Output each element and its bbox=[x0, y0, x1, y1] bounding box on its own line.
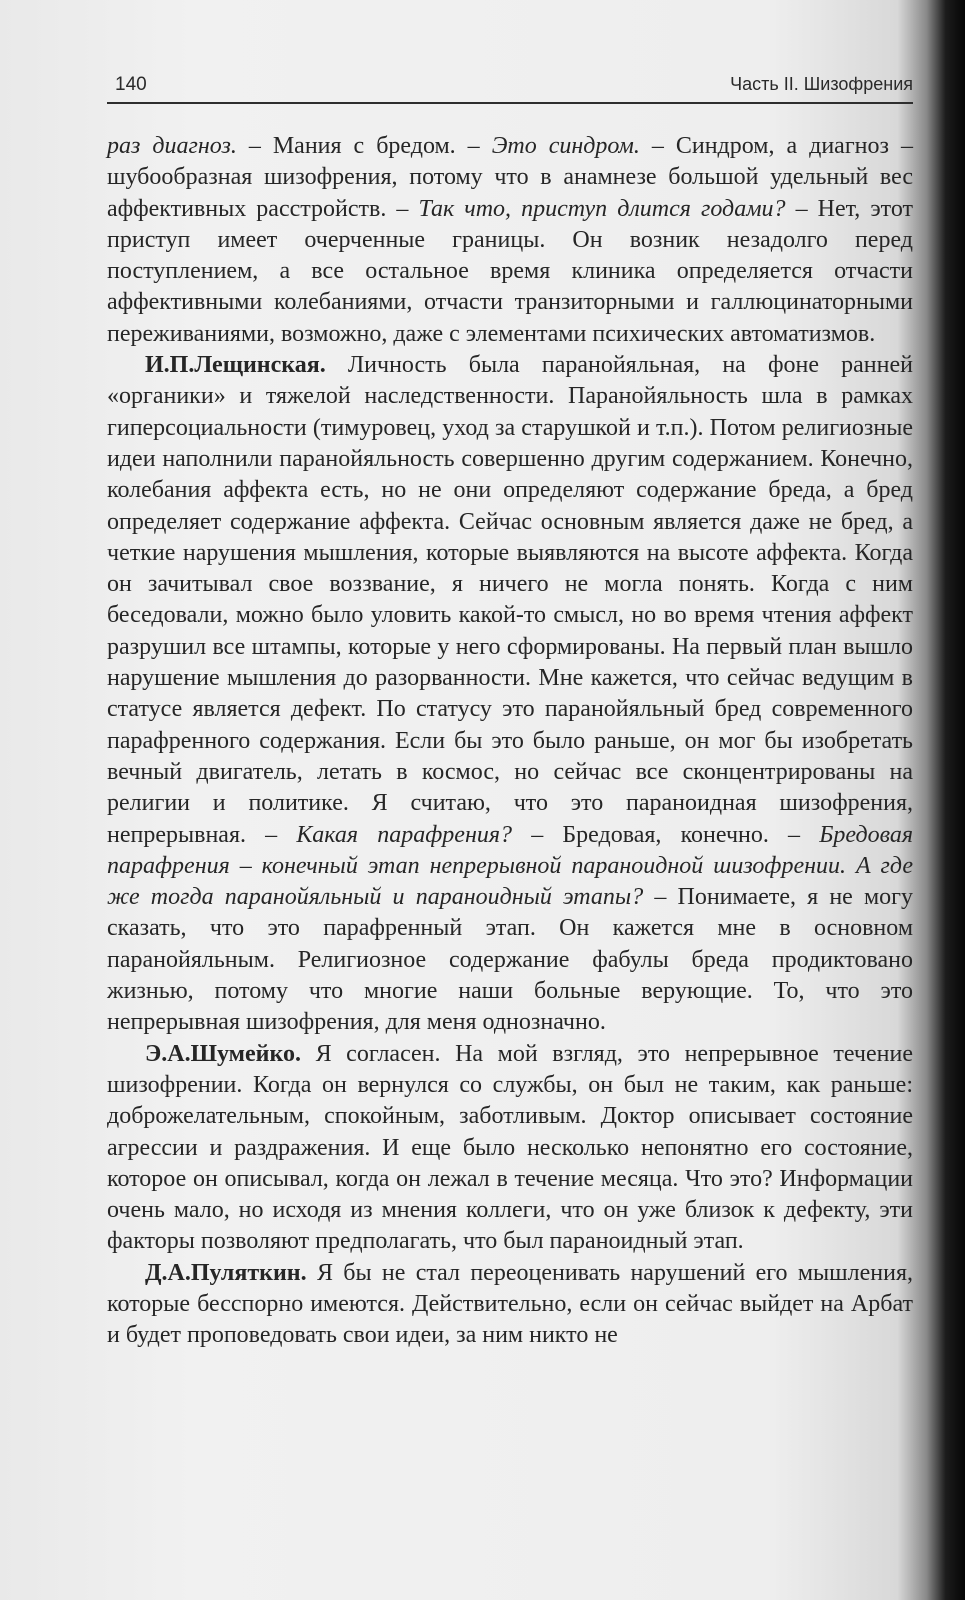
paragraph-leshchinskaya bbox=[107, 350, 913, 1039]
speaker-name: Д.А.Пуляткин. bbox=[145, 1259, 307, 1286]
question-text: Какая парафрения? bbox=[296, 821, 513, 848]
answer-text: – Бредовая, конечно. – bbox=[512, 821, 820, 848]
paragraph-pulyatkin bbox=[107, 1258, 913, 1352]
answer-text: – Синдром, а диагноз – шубообразная шизофрения, потому что в анамнезе большой удельный вес аффективных расстройств. – bbox=[107, 133, 914, 222]
answer-text: – Нет, этот приступ имеет очерченные границы. Он возник незадолго перед поступлением, а все остальное время клиника определяется отчасти аффективными колебаниями, отчасти транзиторными и галлюцинаторными переживаниями, возможно, даже с элементами психических автоматизмов. bbox=[107, 195, 914, 347]
question-text: Так что, приступ длится годами? bbox=[418, 195, 786, 222]
running-head: Часть II. Шизофрения bbox=[730, 74, 913, 94]
paragraph-text: Я согласен. На мой взгляд, это непрерывное течение шизофрении. Когда он вернулся со службы, он был не таким, как раньше: доброжелательным, спокойным, заботливым. Доктор описывает состояние агрессии и раздражения. И еще было несколько непонятно его состояние, которое он описывал, когда он лежал в течение месяца. Что это? Информации очень мало, но исходя из мнения коллеги, что он уже близок к дефекту, эти факторы позволяют предполагать, что был параноидный этап. bbox=[107, 1040, 913, 1255]
speaker-name: И.П.Лещинская. bbox=[145, 352, 326, 379]
page-header bbox=[107, 72, 913, 104]
question-text: Бредовая парафрения – конечный этап непрерывной параноидной шизофрении. А где же тогда паранойяльный и параноидный этапы? bbox=[107, 821, 914, 911]
body-text bbox=[107, 131, 913, 1352]
page-number: 140 bbox=[115, 74, 147, 95]
question-text: раз диагноз. bbox=[107, 133, 237, 159]
speaker-name: Э.А.Шумейко. bbox=[145, 1040, 301, 1067]
answer-text: – Понимаете, я не могу сказать, что это парафренный этап. Он кажется мне в основном паранойяльным. Религиозное содержание фабулы бреда продиктовано жизнью, потому что многие наши больные верующие. То, что это непрерывная шизофрения, для меня однозначно. bbox=[107, 884, 913, 1036]
paragraph-1 bbox=[107, 131, 913, 350]
answer-text: – Мания с бредом. – bbox=[236, 133, 492, 159]
paragraph-shumeyko bbox=[107, 1039, 913, 1258]
question-text: Это синдром. bbox=[491, 133, 640, 159]
paragraph-text: Личность была паранойяльная, на фоне ранней «органики» и тяжелой наследственности. Паранойяльность шла в рамках гиперсоциальности (тимуровец, уход за старушкой и т.п.). Потом религиозные идеи наполнили паранойяльность совершенно другим содержанием. Конечно, колебания аффекта есть, но не они определяют содержание бреда, а бред определяет содержание аффекта. Сейчас основным является даже не бред, а четкие нарушения мышления, которые выявляются на высоте аффекта. Когда он зачитывал свое воззвание, я ничего не могла понять. Когда с ним беседовали, можно было уловить какой-то смысл, но во время чтения аффект разрушил все штампы, которые у него сформированы. На первый план вышло нарушение мышления до разорванности. Мне кажется, что сейчас ведущим в статусе является дефект. По статусу это паранойяльный бред современного парафренного содержания. Если бы это было раньше, он мог бы изобретать вечный двигатель, летать в космос, но сейчас все сконцентрированы на религии и политике. Я считаю, что это параноидная шизофрения, непрерывная. – bbox=[107, 352, 913, 848]
paragraph-text: Я бы не стал переоценивать нарушений его мышления, которые бесспорно имеются. Действительно, если он сейчас выйдет на Арбат и будет проповедовать свои идеи, за ним никто не bbox=[107, 1259, 913, 1349]
